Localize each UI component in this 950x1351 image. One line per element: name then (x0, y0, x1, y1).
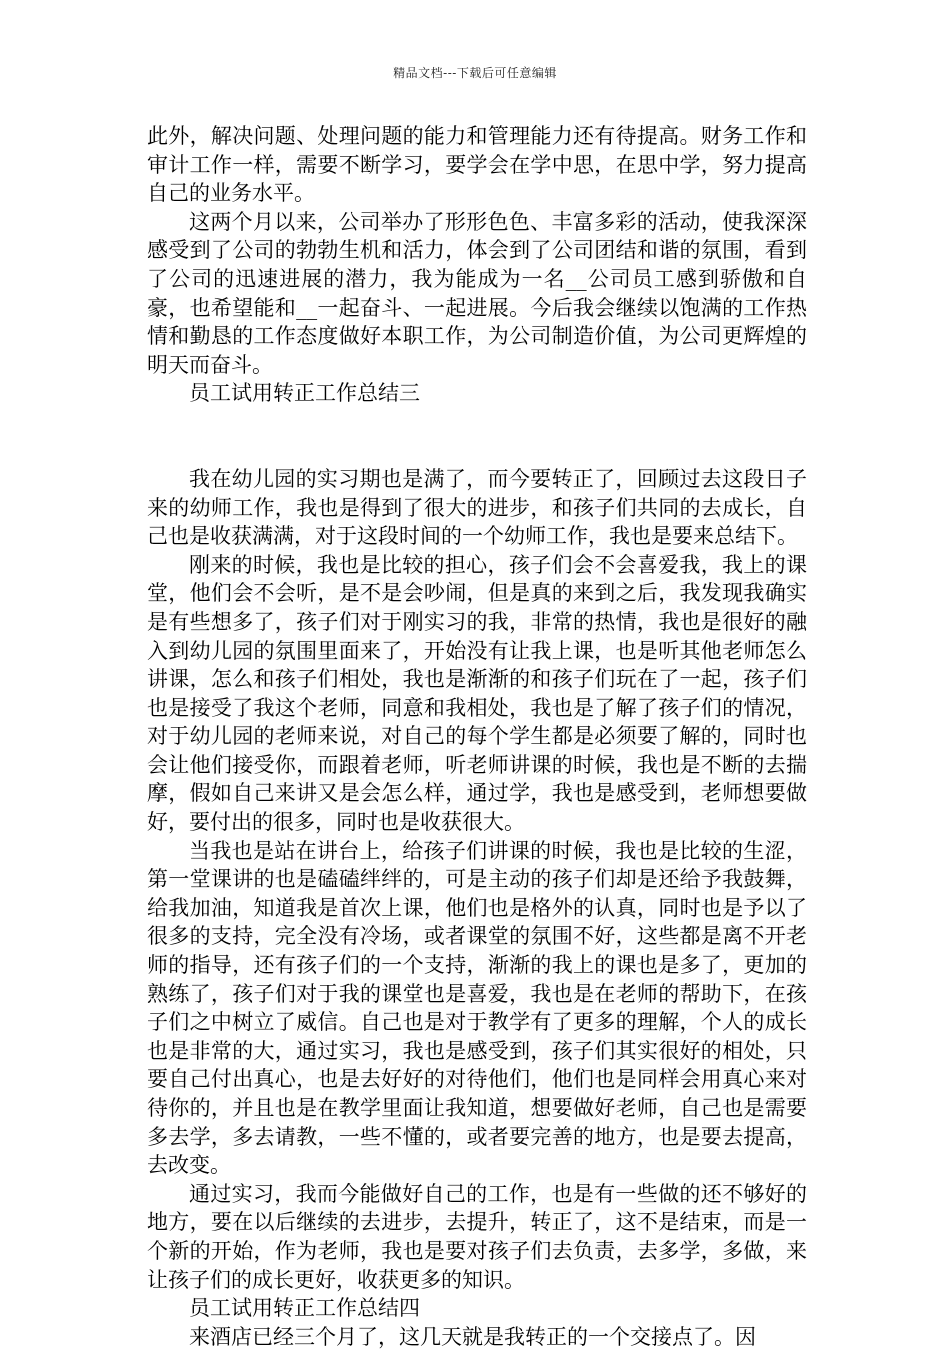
page-header: 精品文档---下载后可任意编辑 (393, 66, 557, 80)
document-body (147, 122, 807, 1351)
section-heading: 员工试用转正工作总结三 (189, 381, 420, 406)
paragraph: 通过实习，我而今能做好自己的工作，也是有一些做的还不够好的地方，要在以后继续的去进步，去提升，转正了，这不是结束，而是一个新的开始，作为老师，我也是要对孩子们去负责，去多学，多做，来让孩子们的成长更好，收获更多的知识。 (147, 1181, 807, 1292)
paragraph: 来酒店已经三个月了，这几天就是我转正的一个交接点了。因 (189, 1324, 756, 1349)
paragraph: 我在幼儿园的实习期也是满了，而今要转正了，回顾过去这段日子来的幼师工作，我也是得到了很大的进步，和孩子们共同的去成长，自己也是收获满满，对于这段时间的一个幼师工作，我也是要来总结下。 (147, 466, 807, 549)
paragraph: 这两个月以来，公司举办了形形色色、丰富多彩的活动，使我深深感受到了公司的勃勃生机和活力，体会到了公司团结和谐的氛围，看到了公司的迅速进展的潜力，我为能成为一名__公司员工感到骄傲和自豪，也希望能和__一起奋斗、一起进展。今后我会继续以饱满的工作热情和勤恳的工作态度做好本职工作，为公司制造价值，为公司更辉煌的明天而奋斗。 (147, 209, 807, 377)
paragraph: 此外，解决问题、处理问题的能力和管理能力还有待提高。财务工作和审计工作一样，需要不断学习，要学会在学中思，在思中学，努力提高自己的业务水平。 (147, 124, 807, 206)
blank-line (147, 408, 807, 465)
paragraph: 刚来的时候，我也是比较的担心，孩子们会不会喜爱我，我上的课堂，他们会不会听，是不是会吵闹，但是真的来到之后，我发现我确实是有些想多了，孩子们对于刚实习的我，非常的热情，我也是很好的融入到幼儿园的氛围里面来了，开始没有让我上课，也是听其他老师怎么讲课，怎么和孩子们相处，我也是渐渐的和孩子们玩在了一起，孩子们也是接受了我这个老师，同意和我相处，我也是了解了孩子们的情况，对于幼儿园的老师来说，对自己的每个学生都是必须要了解的，同时也会让他们接受你，而跟着老师，听老师讲课的时候，我也是不断的去揣摩，假如自己来讲又是会怎么样，通过学，我也是感受到，老师想要做好，要付出的很多，同时也是收获很大。 (147, 552, 807, 835)
section-heading: 员工试用转正工作总结四 (189, 1296, 420, 1321)
paragraph: 当我也是站在讲台上，给孩子们讲课的时候，我也是比较的生涩，第一堂课讲的也是磕磕绊绊的，可是主动的孩子们却是还给予我鼓舞，给我加油，知道我是首次上课，他们也是格外的认真，同时也是予以了很多的支持，完全没有冷场，或者课堂的氛围不好，这些都是离不开老师的指导，还有孩子们的一个支持，渐渐的我上的课也是多了，更加的熟练了，孩子们对于我的课堂也是喜爱，我也是在老师的帮助下，在孩子们之中树立了威信。自己也是对于教学有了更多的理解，个人的成长也是非常的大，通过实习，我也是感受到，孩子们其实很好的相处，只要自己付出真心，也是去好好的对待他们，他们也是同样会用真心来对待你的，并且也是在教学里面让我知道，想要做好老师，自己也是需要多去学，多去请教，一些不懂的，或者要完善的地方，也是要去提高，去改变。 (147, 838, 807, 1178)
